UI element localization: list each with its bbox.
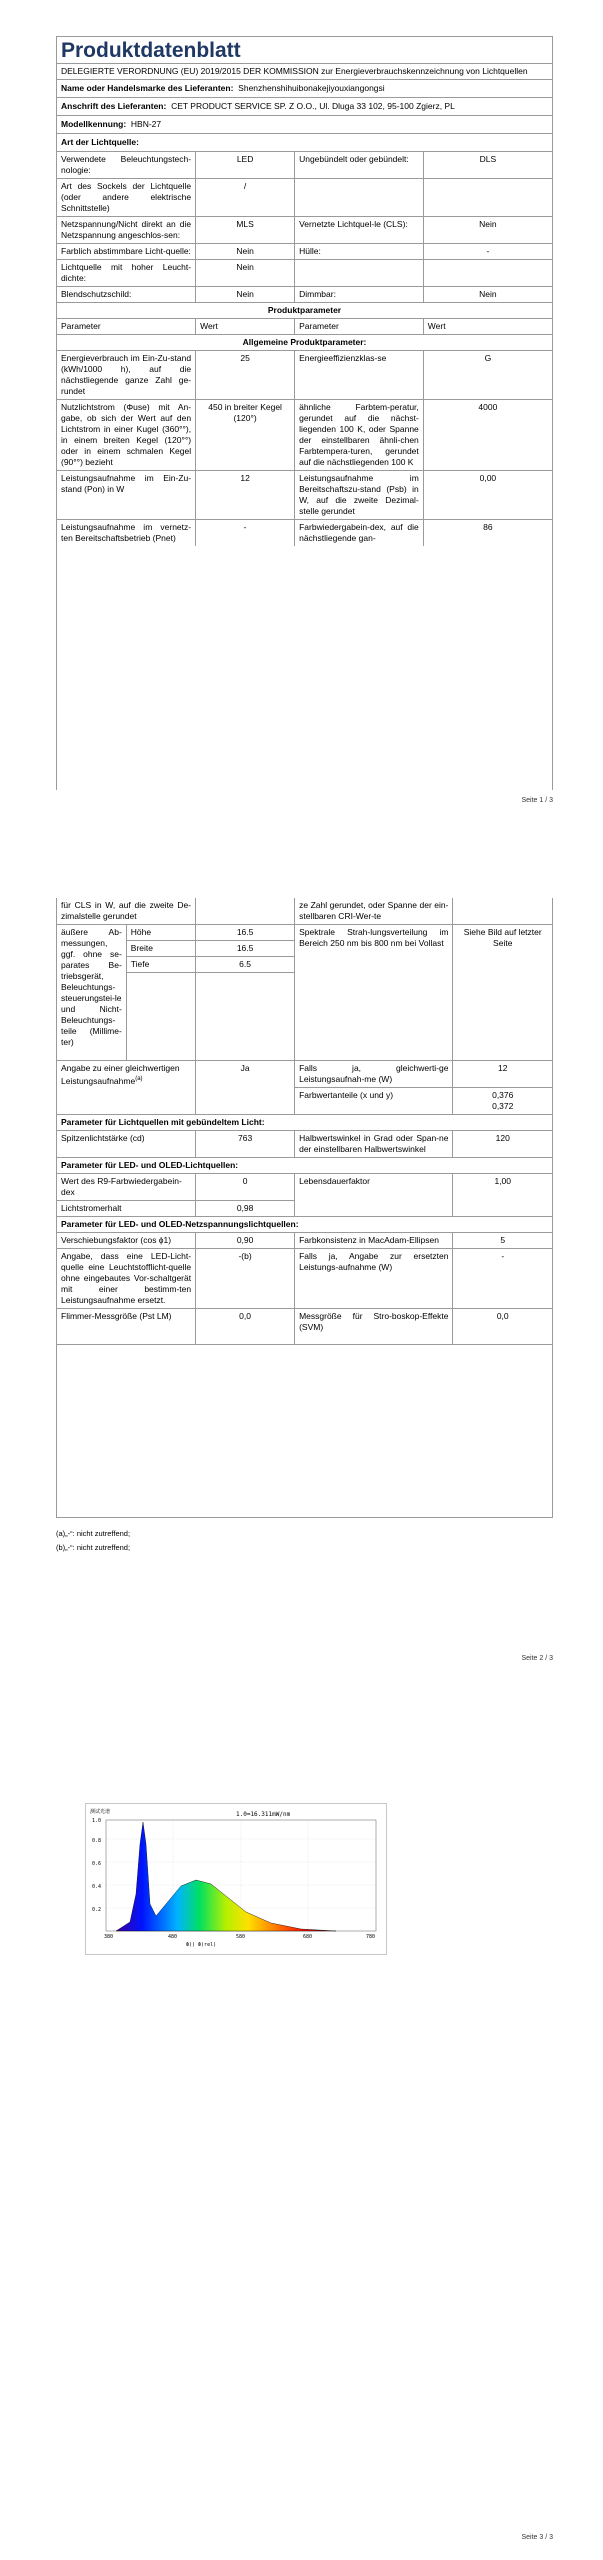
table-row: Art des Sockels der Lichtquelle (oder andere elektrische Schnittstelle) /	[57, 179, 552, 217]
table-row: Blendschutzschild: Nein Dimmbar: Nein	[57, 287, 552, 303]
svg-text:580: 580	[236, 1934, 246, 1940]
table-row: für CLS in W, auf die zweite De-zimalstelle gerundet ze Zahl gerundet, oder Spanne der ein-stellbaren CRI-Wer-te	[57, 898, 552, 925]
datasheet-frame-page-1	[56, 36, 553, 790]
supplier-label: Name oder Handelsmarke des Lieferanten:	[61, 83, 234, 93]
svg-text:480: 480	[168, 1934, 178, 1940]
spectrum-scale-label: 1.0=16.311mW/nm	[236, 1811, 291, 1818]
svg-text:0.8: 0.8	[92, 1838, 102, 1844]
spectrum-corner-label: 测试光谱	[90, 1809, 111, 1815]
spectrum-graphic	[86, 1804, 386, 1954]
page-2	[0, 858, 603, 1674]
datasheet-frame-page-2	[56, 898, 553, 1518]
page-title: Produktdatenblatt	[57, 37, 552, 64]
table-row: Verschiebungsfaktor (cos ϕ1) 0,90 Farbkonsistenz in MacAdam-Ellipsen 5	[57, 1233, 552, 1249]
table-row: Energieverbrauch im Ein-Zu-stand (kWh/1000 h), auf die nächstliegende ganze Zahl ge-rundet 25 Energieeffizienzklas-se G	[57, 351, 552, 400]
svg-text:1.0: 1.0	[92, 1818, 102, 1824]
table-row: Verwendete Beleuchtungstech-nologie: LED Ungebündelt oder gebündelt: DLS	[57, 152, 552, 179]
table-row: Wert des R9-Farbwiedergabein-dex 0 Lebensdauerfaktor 1,00	[57, 1174, 552, 1201]
table-row: Nutzlichtstrom (Φuse) mit An-gabe, ob sich der Wert auf den Lichtstrom in einer Kugel (360°°), in einem breiten Kegel (120°°) oder in einem schmalen Kegel (90°°) bezieht 450 in breiter Kegel (120°) ähnliche Farbtem-peratur, gerundet auf die nächst-liegenden 100 K, oder Spanne der einstellbaren ähnli-chen Farbtempera-turen, gerundet auf die nächstliegenden 100 K 4000	[57, 400, 552, 471]
spectral-distribution-image	[85, 1803, 387, 1955]
page-1	[0, 0, 603, 858]
svg-text:780: 780	[366, 1934, 376, 1940]
svg-text:380: 380	[104, 1934, 114, 1940]
footnote-a: (a)„-“: nicht zutreffend;	[56, 1529, 131, 1538]
product-parameters-heading: Produktparameter	[57, 303, 552, 319]
table-row: Netzspannung/Nicht direkt an die Netzspannung angeschlos-sen: MLS Vernetzte Lichtquel-le (CLS): Nein	[57, 217, 552, 244]
table-row: Farblich abstimmbare Licht-quelle: Nein Hülle: -	[57, 244, 552, 260]
table-row: Spitzenlichtstärke (cd) 763 Halbwertswinkel in Grad oder Span-ne der einstellbaren Halbwertswinkel 120	[57, 1131, 552, 1158]
table-row: Angabe zu einer gleichwertigen Leistungsaufnahme$^{(a)}$ Ja Falls ja, gleichwerti-ge Leistungsaufnah-me (W) 12	[57, 1061, 552, 1088]
page-number: Seite 2 / 3	[521, 1655, 553, 1662]
table-row: Angabe, dass eine LED-Licht-quelle eine Leuchtstofflicht-quelle ohne eingebautes Vor-schaltgerät mit einer bestimm-ten Leistungsaufnahme ersetzt. -(b) Falls ja, Angabe zur ersetzten Leistungs-aufnahme (W) -	[57, 1249, 552, 1309]
page-number: Seite 3 / 3	[521, 2534, 553, 2541]
svg-text:680: 680	[303, 1934, 313, 1940]
led-heading: Parameter für LED- und OLED-Lichtquellen:	[57, 1158, 552, 1174]
column-header-row: Parameter Wert Parameter Wert	[57, 319, 552, 335]
table-row: Flimmer-Messgröße (Pst LM) 0,0 Messgröße für Stro-boskop-Effekte (SVM) 0,0	[57, 1309, 552, 1345]
svg-text:0.2: 0.2	[92, 1907, 102, 1913]
mains-heading: Parameter für LED- und OLED-Netzspannungslichtquellen:	[57, 1217, 552, 1233]
table-row: äußere Ab-messungen, ggf. ohne se-parates Be-triebsgerät, Beleuchtungs-steuerungstei-le und Nicht-Beleuchtungs-teile (Millime-ter) Höhe 16.5 Spektrale Strah-lungsverteilung im Bereich 250 nm bis 800 nm bei Vollast Siehe Bild auf letzter Seite	[57, 925, 552, 941]
parameters-table-continued	[57, 898, 552, 1345]
supplier-value: Shenzhenshihuibonakejiyouxiangongsi	[238, 83, 385, 93]
footnote-b: (b)„-“: nicht zutreffend;	[56, 1543, 131, 1552]
light-source-type-table	[57, 152, 552, 546]
directional-heading: Parameter für Lichtquellen mit gebündeltem Licht:	[57, 1115, 552, 1131]
general-parameters-heading: Allgemeine Produktparameter:	[57, 335, 552, 351]
table-row: Lichtquelle mit hoher Leucht-dichte: Nein	[57, 260, 552, 287]
table-row: Farbwertanteile (x und y) 0,376 0,372	[57, 1088, 552, 1115]
table-row: Lichtstromerhalt 0,98	[57, 1201, 552, 1217]
table-row: Leistungsaufnahme im vernetz-ten Bereitschaftsbetrieb (Pnet) - Farbwiedergabein-dex, auf die nächstliegende gan- 86	[57, 520, 552, 547]
address-row	[57, 98, 552, 116]
svg-text:0.4: 0.4	[92, 1884, 102, 1890]
table-row: Leistungsaufnahme im Ein-Zu-stand (Pon) in W 12 Leistungsaufnahme im Bereitschaftszu-stand (Psb) in W, auf die zweite Dezimal-stelle gerundet 0,00	[57, 471, 552, 520]
supplier-row	[57, 80, 552, 98]
model-row	[57, 116, 552, 134]
light-source-type-heading: Art der Lichtquelle:	[57, 134, 552, 152]
svg-text:0.6: 0.6	[92, 1861, 102, 1867]
regulation-subtitle: DELEGIERTE VERORDNUNG (EU) 2019/2015 DER KOMMISSION zur Energieverbrauchskennzeichnung von Lichtquellen	[57, 64, 552, 80]
model-value: HBN-27	[130, 119, 162, 129]
address-label: Anschrift des Lieferanten:	[61, 101, 167, 111]
page-number: Seite 1 / 3	[521, 797, 553, 804]
model-label: Modellkennung:	[61, 119, 127, 129]
table-row: Tiefe 6.5	[57, 957, 552, 973]
address-value: CET PRODUCT SERVICE SP. Z O.O., Ul. Dluga 33 102, 95-100 Zgierz, PL	[171, 101, 455, 111]
svg-text:Ф() Ф(rel): Ф() Ф(rel)	[186, 1942, 217, 1948]
table-row: Breite 16.5	[57, 941, 552, 957]
